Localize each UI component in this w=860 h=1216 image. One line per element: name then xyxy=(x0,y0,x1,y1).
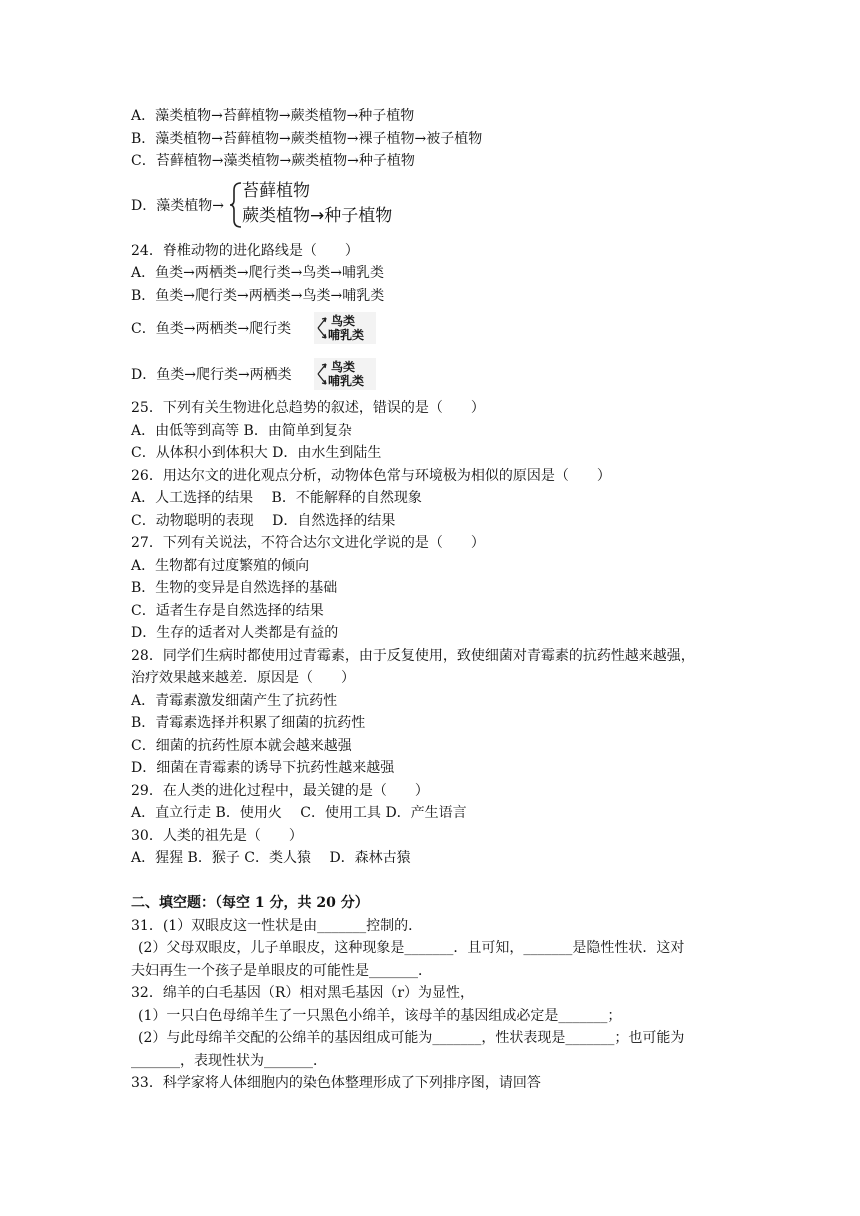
q26-options-ab: A．人工选择的结果 B．不能解释的自然现象 xyxy=(131,490,422,506)
q24-option-b: B．鱼类→爬行类→两栖类→鸟类→哺乳类 xyxy=(131,288,385,304)
q24-option-c: C．鱼类→两栖类→爬行类 xyxy=(131,321,292,337)
q28-option-b: B．青霉素选择并积累了细菌的抗药性 xyxy=(131,715,366,731)
q29-stem: 29．在人类的进化过程中，最关键的是（ ） xyxy=(131,783,429,799)
q25-options-cd: C．从体积小到体积大 D．由水生到陆生 xyxy=(131,445,382,461)
q24-option-a: A．鱼类→两栖类→爬行类→鸟类→哺乳类 xyxy=(131,265,385,281)
q27-option-a: A．生物都有过度繁殖的倾向 xyxy=(131,558,310,574)
q28-stem-line1: 28．同学们生病时都使用过青霉素，由于反复使用，致使细菌对青霉素的抗药性越来越强， xyxy=(131,648,695,664)
q23-d-branch-diagram xyxy=(229,180,409,230)
q28-stem-line2: 治疗效果越来越差．原因是（ ） xyxy=(131,670,355,686)
q33-line1: 33．科学家将人体细胞内的染色体整理形成了下列排序图，请回答 xyxy=(131,1075,541,1091)
q27-option-d: D．生存的适者对人类都是有益的 xyxy=(131,625,339,641)
q23-option-b: B．藻类植物→苔藓植物→蕨类植物→裸子植物→被子植物 xyxy=(131,131,483,147)
q24-stem: 24．脊椎动物的进化路线是（ ） xyxy=(131,243,359,259)
q24-c-branch-top: 鸟类 xyxy=(331,314,356,328)
q26-options-cd: C．动物聪明的表现 D．自然选择的结果 xyxy=(131,513,396,529)
q27-stem: 27．下列有关说法，不符合达尔文进化学说的是（ ） xyxy=(131,535,485,551)
q32-line3: (2）与此母绵羊交配的公绵羊的基因组成可能为_______，性状表现是_______；也可能为 xyxy=(138,1030,685,1046)
q31-line2: (2）父母双眼皮，儿子单眼皮，这种现象是_______．且可知，_______是隐性性状．这对 xyxy=(138,940,685,956)
q27-option-b: B．生物的变异是自然选择的基础 xyxy=(131,580,338,596)
q28-option-c: C．细菌的抗药性原本就会越来越强 xyxy=(131,738,352,754)
section2-heading: 二、填空题：（每空 1 分，共 20 分） xyxy=(131,895,369,911)
q29-options: A．直立行走 B．使用火 C．使用工具 D．产生语言 xyxy=(131,805,467,821)
q26-stem: 26．用达尔文的进化观点分析，动物体色常与环境极为相似的原因是（ ） xyxy=(131,468,611,484)
q32-line2: (1）一只白色母绵羊生了一只黑色小绵羊，该母羊的基因组成必定是_______； xyxy=(138,1008,622,1024)
brace-icon xyxy=(229,182,243,228)
q23-option-c: C．苔藓植物→藻类植物→蕨类植物→种子植物 xyxy=(131,153,415,169)
q28-option-d: D．细菌在青霉素的诱导下抗药性越来越强 xyxy=(131,760,395,776)
q24-d-branch-bottom: 哺乳类 xyxy=(328,374,365,388)
q23-d-branch-bottom: 蕨类植物→种子植物 xyxy=(242,206,393,226)
q25-options-ab: A．由低等到高等 B．由简单到复杂 xyxy=(131,423,352,439)
q31-line1: 31．(1）双眼皮这一性状是由_______控制的． xyxy=(131,918,423,934)
q30-options: A．猩猩 B．猴子 C．类人猿 D．森林古猿 xyxy=(131,850,411,866)
q23-option-d: D．藻类植物→ xyxy=(131,198,224,214)
q31-line3: 夫妇再生一个孩子是单眼皮的可能性是_______． xyxy=(131,963,432,979)
q27-option-c: C．适者生存是自然选择的结果 xyxy=(131,603,324,619)
q30-stem: 30．人类的祖先是（ ） xyxy=(131,828,303,844)
q24-option-d: D．鱼类→爬行类→两栖类 xyxy=(131,367,292,383)
q24-c-branch-bottom: 哺乳类 xyxy=(328,328,365,342)
q23-option-a: A．藻类植物→苔藓植物→蕨类植物→种子植物 xyxy=(131,108,415,124)
q25-stem: 25．下列有关生物进化总趋势的叙述，错误的是（ ） xyxy=(131,400,485,416)
q24-d-branch-diagram xyxy=(314,358,376,390)
q24-c-branch-diagram xyxy=(314,312,376,344)
q23-d-branch-top: 苔藓植物 xyxy=(242,181,310,201)
q32-line1: 32．绵羊的白毛基因（R）相对黑毛基因（r）为显性， xyxy=(131,985,475,1001)
q32-line4: _______，表现性状为_______． xyxy=(131,1053,327,1069)
q28-option-a: A．青霉素激发细菌产生了抗药性 xyxy=(131,693,338,709)
q24-d-branch-top: 鸟类 xyxy=(331,360,356,374)
